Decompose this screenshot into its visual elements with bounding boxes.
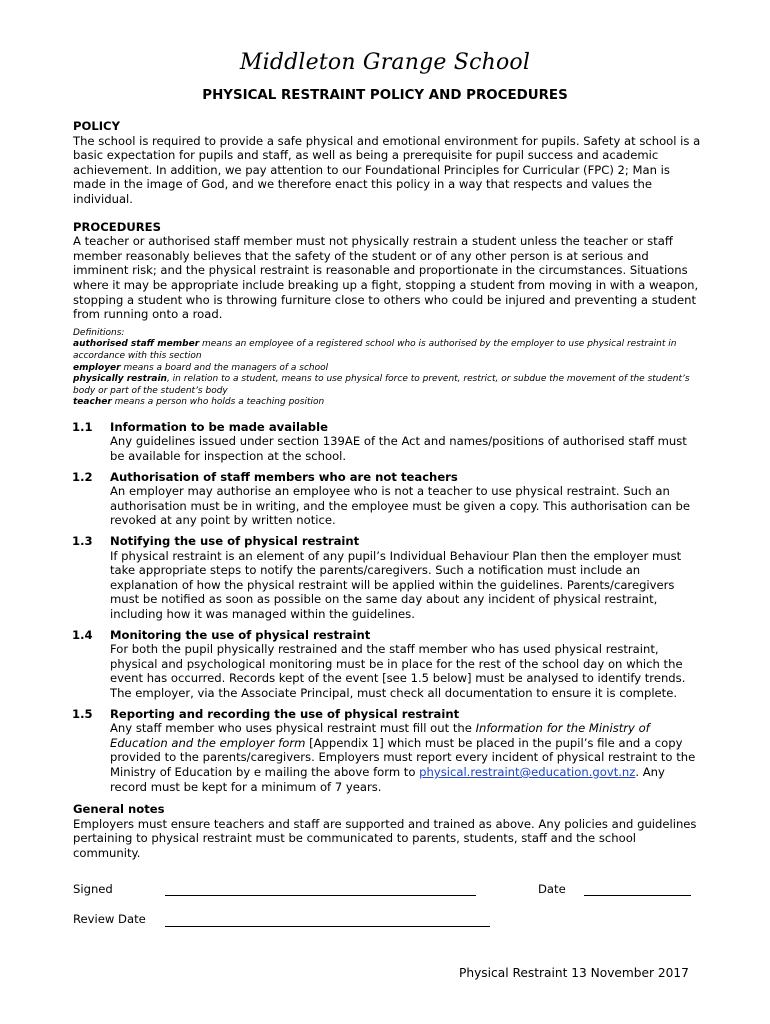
definition-item [73, 339, 703, 362]
general-notes [73, 802, 703, 860]
section-title: Reporting and recording the use of physical restraint [110, 706, 460, 721]
school-name: Middleton Grange School [239, 50, 531, 75]
document-title: PHYSICAL RESTRAINT POLICY AND PROCEDURES [202, 88, 568, 103]
section-text-part: Any staff member who uses physical restraint must fill out the [110, 721, 476, 736]
section-title: Authorisation of staff members who are not teachers [110, 469, 458, 484]
procedures-section [73, 220, 703, 322]
signed-label: Signed [73, 882, 113, 896]
section-title: Information to be made available [110, 419, 328, 434]
date-line[interactable] [584, 895, 691, 896]
definition-text: , in relation to a student, means to use physical force to prevent, restrict, or subdue the movement of the student’s body or part of the student’s body [73, 374, 690, 396]
section-1-2 [73, 470, 703, 528]
section-text: Any guidelines issued under section 139AE of the Act and names/positions of authorised staff must be available for inspection at the school. [110, 434, 687, 464]
section-1-1 [73, 420, 703, 464]
definition-item [73, 374, 703, 397]
section-text-part: [Appendix 1] which must be placed in the pupil’s file and a copy provided to the parents/caregivers. Employers must report every incident of physical restraint to the Ministry of Education by e mailing the above form to [110, 735, 696, 779]
general-notes-heading: General notes [73, 802, 165, 817]
section-1-5 [73, 707, 703, 795]
definition-item [73, 397, 703, 409]
email-link[interactable]: physical.restraint@education.govt.nz [419, 764, 636, 779]
definition-item [73, 363, 703, 375]
section-text-part: . Any record must be kept for a minimum of 7 years. [110, 764, 665, 794]
definitions-heading: Definitions: [73, 327, 125, 338]
section-text: An employer may authorise an employee who is not a teacher to use physical restraint. Such an authorisation must be in writing, and the employee must be given a copy. This authorisation can be revoked at any point by written notice. [110, 484, 690, 528]
procedures-heading: PROCEDURES [73, 219, 161, 234]
section-text: If physical restraint is an element of any pupil’s Individual Behaviour Plan then the employer must take appropriate steps to notify the parents/caregivers. Such a notification must include an explanation of how the physical restraint will be applied within the guidelines. Parents/caregivers must be notified as soon as possible on the same day about any incident of physical restraint, including how it was managed within the guidelines. [110, 548, 682, 621]
definition-text: means a person who holds a teaching position [111, 397, 325, 408]
signature-line[interactable] [165, 895, 476, 896]
section-title: Notifying the use of physical restraint [110, 534, 360, 549]
section-number: 1.1 [72, 419, 93, 434]
footer-text: Physical Restraint 13 November 2017 [459, 966, 689, 980]
definition-text: means an employee of a registered school who is authorised by the employer to use physical restraint in accordance with this section [73, 339, 677, 361]
policy-text: The school is required to provide a safe physical and emotional environment for pupils. Safety at school is a basic expectation for pupils and staff, as well as being a prerequisite for pupil success and academic achievement. In addition, we pay attention to our Foundational Principles for Curricular (FPC) 2; Man is made in the image of God, and we therefore enact this policy in a way that respects and values the individual. [73, 133, 701, 206]
policy-heading: POLICY [73, 119, 120, 133]
review-date-label: Review Date [73, 912, 146, 926]
section-number: 1.2 [72, 469, 93, 484]
section-text [110, 721, 703, 794]
section-number: 1.3 [72, 534, 93, 549]
definition-term: authorised staff member [73, 339, 200, 350]
definitions [73, 328, 703, 409]
section-title: Monitoring the use of physical restraint [110, 627, 371, 642]
procedures-text: A teacher or authorised staff member must not physically restrain a student unless the teacher or staff member reasonably believes that the safety of the student or of any other person is at serious and imminent risk; and the physical restraint is reasonable and proportionate in the circumstances. Situations where it may be appropriate include breaking up a fight, stopping a student from moving in with a weapon, stopping a student who is throwing furniture close to others who could be injured and preventing a student from running onto a road. [73, 234, 699, 322]
definition-term: physically restrain [73, 374, 167, 385]
date-label: Date [538, 882, 566, 896]
section-number: 1.5 [72, 706, 93, 721]
section-1-3 [73, 534, 703, 622]
section-text: For both the pupil physically restrained and the staff member who has used physical restraint, physical and psychological monitoring must be in place for the rest of the school day on which the event has occurred. Records kept of the event [see 1.5 below] must be analysed to identify trends. The employer, via the Associate Principal, must check all documentation to ensure it is complete. [110, 642, 686, 700]
form-name: Information for the Ministry of Education and the employer form [110, 721, 650, 750]
definition-term: teacher [73, 397, 112, 408]
review-date-line[interactable] [165, 926, 490, 927]
definition-text: means a board and the managers of a school [120, 362, 329, 373]
general-notes-text: Employers must ensure teachers and staff are supported and trained as above. Any policies and guidelines pertaining to physical restraint must be communicated to parents, students, staff and the school community. [73, 816, 697, 860]
definition-term: employer [73, 362, 121, 373]
document-body [73, 119, 703, 861]
section-number: 1.4 [72, 627, 93, 642]
section-1-4 [73, 628, 703, 701]
policy-section [73, 119, 703, 207]
